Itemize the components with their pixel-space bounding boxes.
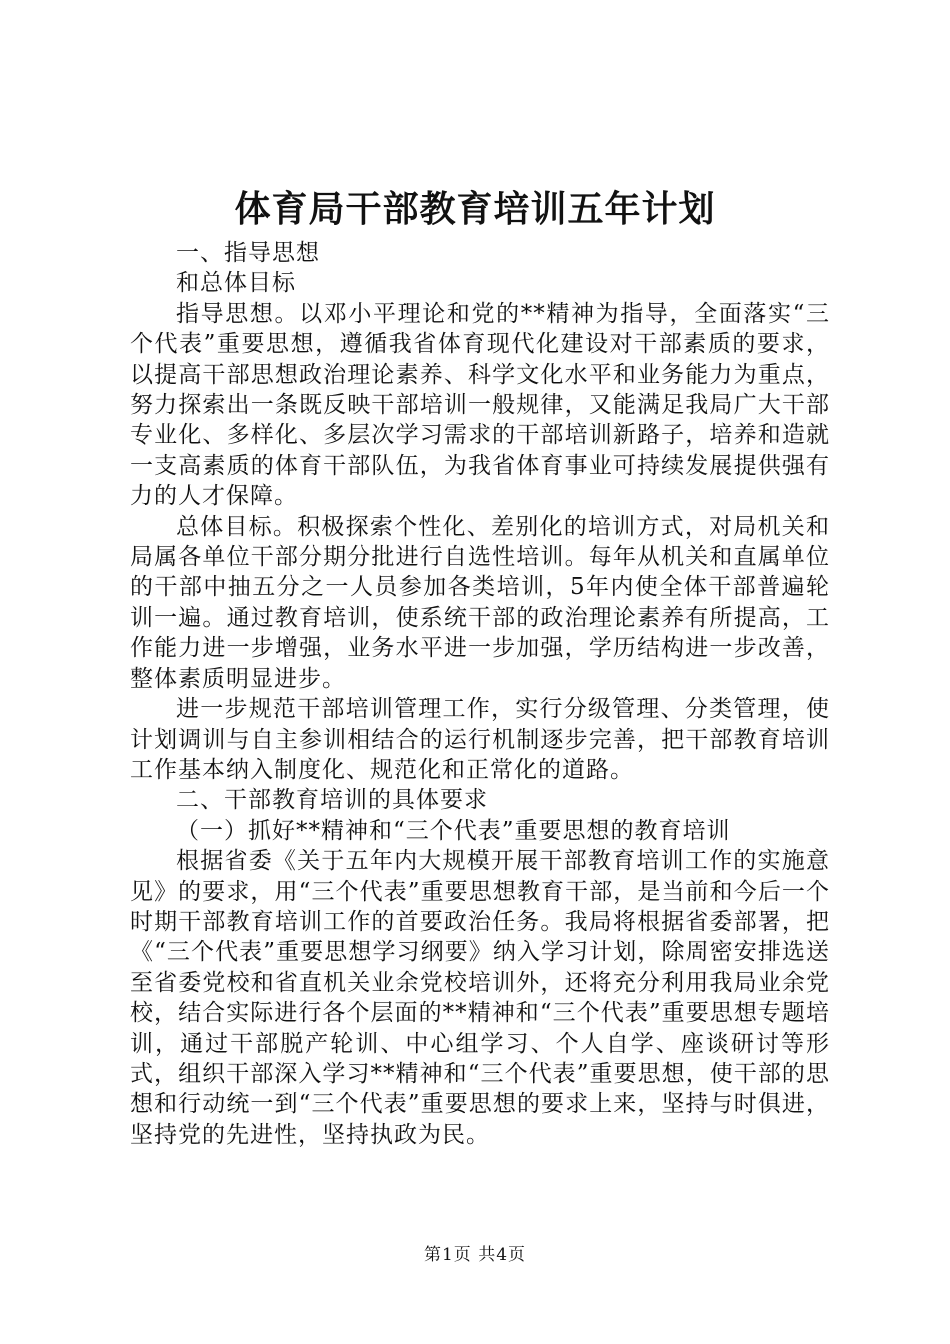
subsection-heading: （一）抓好**精神和“三个代表”重要思想的教育培训 xyxy=(176,817,731,844)
page-indicator: 第1页 共4页 xyxy=(423,1245,527,1265)
paragraph-guiding-ideology: 指导思想。以邓小平理论和党的**精神为指导，全面落实“三个代表”重要思想，遵循我省体育现代化建设对干部素质的要求，以提高干部思想政治理论素养、科学文化水平和业务能力为重点，努力探索出一条既反映干部培训一般规律，又能满足我局广大干部专业化、多样化、多层次学习需求的干部培训新路子，培养和造就一支高素质的体育干部队伍，为我省体育事业可持续发展提供强有力的人才保障。 xyxy=(130,300,830,510)
section-heading-continued: 和总体目标 xyxy=(176,270,296,297)
paragraph-training-plan: 根据省委《关于五年内大规模开展干部教育培训工作的实施意见》的要求，用“三个代表”重要思想教育干部，是当前和今后一个时期干部教育培训工作的首要政治任务。我局将根据省委部署，把《“三个代表”重要思想学习纲要》纳入学习计划，除周密安排选送至省委党校和省直机关业余党校培训外，还将充分利用我局业余党校，结合实际进行各个层面的**精神和“三个代表”重要思想专题培训，通过干部脱产轮训、中心组学习、个人自学、座谈研讨等形式，组织干部深入学习**精神和“三个代表”重要思想，使干部的思想和行动统一到“三个代表”重要思想的要求上来，坚持与时俱进，坚持党的先进性，坚持执政为民。 xyxy=(130,848,830,1148)
paragraph-management: 进一步规范干部培训管理工作，实行分级管理、分类管理，使计划调训与自主参训相结合的运行机制逐步完善，把干部教育培训工作基本纳入制度化、规范化和正常化的道路。 xyxy=(130,696,830,783)
section-heading: 二、干部教育培训的具体要求 xyxy=(176,787,488,814)
section-heading: 一、指导思想 xyxy=(176,240,320,266)
paragraph-overall-goal: 总体目标。积极探索个性化、差别化的培训方式，对局机关和局属各单位干部分期分批进行自选性培训。每年从机关和直属单位的干部中抽五分之一人员参加各类培训，5年内使全体干部普遍轮训一遍。通过教育培训，使系统干部的政治理论素养有所提高，工作能力进一步增强，业务水平进一步加强，学历结构进一步改善，整体素质明显进步。 xyxy=(130,513,830,692)
document-title: 体育局干部教育培训五年计划 xyxy=(234,188,716,230)
document-body xyxy=(130,238,830,1150)
